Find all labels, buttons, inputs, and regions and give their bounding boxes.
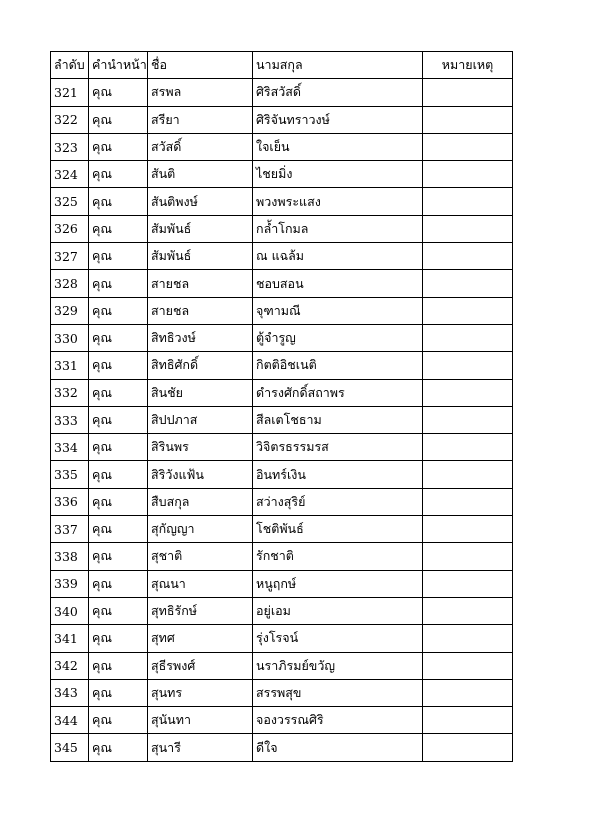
cell-note xyxy=(423,106,513,133)
cell-last-name: ใจเย็น xyxy=(253,133,423,160)
cell-note xyxy=(423,324,513,351)
table-row xyxy=(51,734,513,761)
cell-first-name: สืบสกุล xyxy=(148,488,253,515)
cell-first-name: สุกัญญา xyxy=(148,516,253,543)
cell-prefix: คุณ xyxy=(89,352,148,379)
table-row xyxy=(51,652,513,679)
cell-note xyxy=(423,461,513,488)
cell-prefix: คุณ xyxy=(89,516,148,543)
cell-prefix: คุณ xyxy=(89,106,148,133)
cell-first-name: สรพล xyxy=(148,79,253,106)
cell-seq: 342 xyxy=(51,652,89,679)
table-row xyxy=(51,133,513,160)
header-first-name: ชื่อ xyxy=(148,52,253,79)
cell-prefix: คุณ xyxy=(89,597,148,624)
cell-seq: 341 xyxy=(51,625,89,652)
cell-note xyxy=(423,516,513,543)
cell-last-name: ไชยมิ่ง xyxy=(253,161,423,188)
table-header xyxy=(51,52,513,79)
cell-first-name: สุทธิรักษ์ xyxy=(148,597,253,624)
cell-first-name: สินชัย xyxy=(148,379,253,406)
cell-prefix: คุณ xyxy=(89,270,148,297)
table-row xyxy=(51,379,513,406)
cell-seq: 325 xyxy=(51,188,89,215)
cell-note xyxy=(423,597,513,624)
cell-last-name: วิจิตรธรรมรส xyxy=(253,434,423,461)
table-row xyxy=(51,679,513,706)
cell-prefix: คุณ xyxy=(89,734,148,761)
cell-prefix: คุณ xyxy=(89,434,148,461)
cell-prefix: คุณ xyxy=(89,297,148,324)
cell-last-name: กล้ำโกมล xyxy=(253,215,423,242)
cell-seq: 331 xyxy=(51,352,89,379)
table-row xyxy=(51,324,513,351)
cell-note xyxy=(423,434,513,461)
table-body xyxy=(51,79,513,761)
cell-seq: 329 xyxy=(51,297,89,324)
cell-prefix: คุณ xyxy=(89,488,148,515)
cell-first-name: สุนันทา xyxy=(148,707,253,734)
cell-seq: 321 xyxy=(51,79,89,106)
table-row xyxy=(51,625,513,652)
cell-last-name: ศิริสวัสดิ์ xyxy=(253,79,423,106)
cell-seq: 326 xyxy=(51,215,89,242)
table-row xyxy=(51,543,513,570)
cell-note xyxy=(423,297,513,324)
table-row xyxy=(51,406,513,433)
header-note: หมายเหตุ xyxy=(423,52,513,79)
cell-prefix: คุณ xyxy=(89,707,148,734)
cell-note xyxy=(423,133,513,160)
cell-seq: 330 xyxy=(51,324,89,351)
cell-note xyxy=(423,625,513,652)
cell-seq: 340 xyxy=(51,597,89,624)
header-seq: ลำดับ xyxy=(51,52,89,79)
cell-prefix: คุณ xyxy=(89,543,148,570)
cell-first-name: สายชล xyxy=(148,297,253,324)
header-prefix: คำนำหน้า xyxy=(89,52,148,79)
cell-last-name: ศิริจันทราวงษ์ xyxy=(253,106,423,133)
cell-first-name: สุชาติ xyxy=(148,543,253,570)
table-row xyxy=(51,570,513,597)
cell-seq: 327 xyxy=(51,243,89,270)
cell-first-name: สัมพันธ์ xyxy=(148,243,253,270)
cell-prefix: คุณ xyxy=(89,243,148,270)
table-row xyxy=(51,597,513,624)
cell-note xyxy=(423,707,513,734)
table-row xyxy=(51,461,513,488)
cell-last-name: ดีใจ xyxy=(253,734,423,761)
cell-first-name: สุนทร xyxy=(148,679,253,706)
cell-seq: 333 xyxy=(51,406,89,433)
cell-note xyxy=(423,161,513,188)
cell-prefix: คุณ xyxy=(89,324,148,351)
table-row xyxy=(51,434,513,461)
cell-last-name: อินทร์เงิน xyxy=(253,461,423,488)
cell-prefix: คุณ xyxy=(89,133,148,160)
cell-last-name: ณ แฉล้ม xyxy=(253,243,423,270)
cell-first-name: สุทศ xyxy=(148,625,253,652)
cell-note xyxy=(423,652,513,679)
cell-last-name: จองวรรณศิริ xyxy=(253,707,423,734)
cell-note xyxy=(423,570,513,597)
cell-seq: 343 xyxy=(51,679,89,706)
cell-note xyxy=(423,188,513,215)
cell-prefix: คุณ xyxy=(89,161,148,188)
cell-first-name: สันติพงษ์ xyxy=(148,188,253,215)
cell-prefix: คุณ xyxy=(89,570,148,597)
table-row xyxy=(51,707,513,734)
cell-last-name: ดำรงศักดิ์สถาพร xyxy=(253,379,423,406)
cell-note xyxy=(423,679,513,706)
cell-last-name: ตู้จำรูญ xyxy=(253,324,423,351)
cell-seq: 322 xyxy=(51,106,89,133)
cell-last-name: พวงพระแสง xyxy=(253,188,423,215)
cell-last-name: สว่างสุริย์ xyxy=(253,488,423,515)
cell-note xyxy=(423,406,513,433)
cell-last-name: สีลเตโชธาม xyxy=(253,406,423,433)
table-row xyxy=(51,243,513,270)
table-row xyxy=(51,106,513,133)
cell-note xyxy=(423,734,513,761)
cell-note xyxy=(423,352,513,379)
cell-last-name: อยู่เอม xyxy=(253,597,423,624)
table-row xyxy=(51,516,513,543)
table-row xyxy=(51,297,513,324)
cell-note xyxy=(423,270,513,297)
cell-last-name: รุ่งโรจน์ xyxy=(253,625,423,652)
cell-note xyxy=(423,488,513,515)
cell-seq: 345 xyxy=(51,734,89,761)
cell-note xyxy=(423,243,513,270)
header-last-name: นามสกุล xyxy=(253,52,423,79)
table-row xyxy=(51,188,513,215)
cell-first-name: สรียา xyxy=(148,106,253,133)
table-row xyxy=(51,161,513,188)
cell-last-name: จุฑามณี xyxy=(253,297,423,324)
cell-last-name: โชติพันธ์ xyxy=(253,516,423,543)
cell-seq: 337 xyxy=(51,516,89,543)
table-row xyxy=(51,270,513,297)
cell-prefix: คุณ xyxy=(89,461,148,488)
cell-last-name: ชอบสอน xyxy=(253,270,423,297)
table-row xyxy=(51,215,513,242)
cell-last-name: นราภิรมย์ขวัญ xyxy=(253,652,423,679)
cell-last-name: หนูฤกษ์ xyxy=(253,570,423,597)
cell-seq: 335 xyxy=(51,461,89,488)
cell-prefix: คุณ xyxy=(89,215,148,242)
cell-seq: 324 xyxy=(51,161,89,188)
cell-prefix: คุณ xyxy=(89,379,148,406)
cell-last-name: สรรพสุข xyxy=(253,679,423,706)
cell-last-name: รักชาติ xyxy=(253,543,423,570)
cell-first-name: สิปปภาส xyxy=(148,406,253,433)
cell-note xyxy=(423,215,513,242)
cell-prefix: คุณ xyxy=(89,188,148,215)
name-roster-table xyxy=(50,51,513,762)
table-row xyxy=(51,488,513,515)
cell-seq: 336 xyxy=(51,488,89,515)
cell-note xyxy=(423,79,513,106)
cell-prefix: คุณ xyxy=(89,652,148,679)
cell-seq: 323 xyxy=(51,133,89,160)
cell-first-name: สายชล xyxy=(148,270,253,297)
cell-seq: 338 xyxy=(51,543,89,570)
cell-prefix: คุณ xyxy=(89,406,148,433)
table-row xyxy=(51,79,513,106)
cell-first-name: สันติ xyxy=(148,161,253,188)
cell-first-name: สวัสดิ์ xyxy=(148,133,253,160)
header-row xyxy=(51,52,513,79)
cell-note xyxy=(423,543,513,570)
table-row xyxy=(51,352,513,379)
cell-seq: 328 xyxy=(51,270,89,297)
cell-last-name: กิตติอิชเนติ xyxy=(253,352,423,379)
cell-first-name: สิรินพร xyxy=(148,434,253,461)
cell-first-name: สิทธิวงษ์ xyxy=(148,324,253,351)
cell-prefix: คุณ xyxy=(89,679,148,706)
cell-prefix: คุณ xyxy=(89,625,148,652)
cell-note xyxy=(423,379,513,406)
cell-first-name: สัมพันธ์ xyxy=(148,215,253,242)
cell-seq: 332 xyxy=(51,379,89,406)
cell-seq: 339 xyxy=(51,570,89,597)
cell-prefix: คุณ xyxy=(89,79,148,106)
cell-first-name: สิริวังแฟ้น xyxy=(148,461,253,488)
cell-first-name: สุธีรพงศ์ xyxy=(148,652,253,679)
cell-first-name: สิทธิศักดิ์ xyxy=(148,352,253,379)
cell-first-name: สุณนา xyxy=(148,570,253,597)
cell-seq: 344 xyxy=(51,707,89,734)
cell-seq: 334 xyxy=(51,434,89,461)
cell-first-name: สุนารี xyxy=(148,734,253,761)
